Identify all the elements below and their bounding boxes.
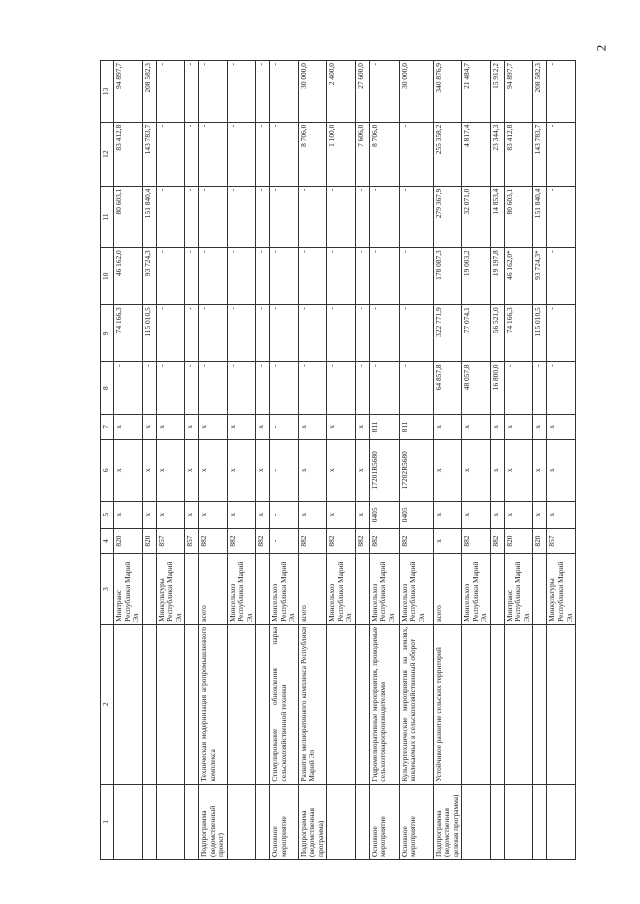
table-cell-4: 882 — [369, 529, 399, 554]
table-cell-8: - — [156, 362, 185, 415]
table-cell-1 — [327, 784, 356, 859]
table-cell-1: Подпрограмма (ведомственный проект) — [199, 784, 228, 859]
table-row — [462, 61, 491, 860]
table-cell-12: 1 100,0 — [327, 122, 356, 186]
table-cell-10: 46 162,0* — [504, 248, 533, 305]
table-row — [199, 61, 228, 860]
table-cell-11: - — [399, 186, 433, 248]
table-row — [369, 61, 399, 860]
table-cell-13: - — [270, 61, 299, 123]
table-cell-6: x — [114, 439, 143, 501]
table-cell-10: 178 087,3 — [433, 248, 462, 305]
table-cell-7: x — [533, 414, 547, 439]
table-cell-1: Подпрограмма (ведомственная программа) — [298, 784, 327, 859]
budget-table — [100, 60, 576, 860]
table-cell-1 — [256, 784, 270, 859]
table-row — [270, 61, 299, 860]
table-cell-8: 64 857,8 — [433, 362, 462, 415]
table-cell-1 — [547, 784, 576, 859]
table-cell-9: - — [355, 305, 369, 362]
table-cell-8: - — [270, 362, 299, 415]
table-cell-7: x — [504, 414, 533, 439]
table-cell-12: 143 783,7 — [142, 122, 156, 186]
table-cell-4: - — [270, 529, 299, 554]
table-cell-2 — [185, 624, 199, 784]
table-cell-1 — [114, 784, 143, 859]
table-cell-5: x — [433, 501, 462, 528]
table-cell-4: 820 — [114, 529, 143, 554]
header-cell: 3 — [101, 554, 114, 625]
table-cell-10: 19 197,8 — [490, 248, 504, 305]
table-cell-9: - — [327, 305, 356, 362]
table-cell-8: 16 800,0 — [490, 362, 504, 415]
table-row — [547, 61, 576, 860]
table-cell-12: 4 817,4 — [462, 122, 491, 186]
table-cell-3: Минсельхоз Республики Марий Эл — [462, 554, 491, 625]
table-cell-12: - — [185, 122, 199, 186]
table-cell-3 — [490, 554, 504, 625]
table-cell-3 — [256, 554, 270, 625]
table-cell-12: - — [270, 122, 299, 186]
table-cell-7: x — [355, 414, 369, 439]
table-cell-4: 882 — [327, 529, 356, 554]
table-cell-11: - — [256, 186, 270, 248]
table-cell-3: Минкультуры Республики Марий Эл — [547, 554, 576, 625]
table-cell-6: x — [185, 439, 199, 501]
table-cell-3: Минкультуры Республики Марий Эл — [156, 554, 185, 625]
table-cell-4: 857 — [547, 529, 576, 554]
table-cell-4: 820 — [504, 529, 533, 554]
table-cell-5: x — [114, 501, 143, 528]
table-cell-11: - — [156, 186, 185, 248]
table-cell-2: Техническая модернизация агропромышленного комплекса — [199, 624, 228, 784]
table-cell-11: - — [355, 186, 369, 248]
table-cell-4: 882 — [355, 529, 369, 554]
table-cell-8: - — [355, 362, 369, 415]
table-cell-1 — [490, 784, 504, 859]
table-cell-9: - — [156, 305, 185, 362]
table-cell-5: - — [270, 501, 299, 528]
table-cell-8: - — [547, 362, 576, 415]
table-cell-5: x — [504, 501, 533, 528]
table-cell-11: - — [298, 186, 327, 248]
table-cell-11: 32 071,0 — [462, 186, 491, 248]
table-cell-13: 21 484,7 — [462, 61, 491, 123]
table-cell-2 — [114, 624, 143, 784]
table-cell-13: 30 000,0 — [298, 61, 327, 123]
table-cell-5: x — [355, 501, 369, 528]
table-cell-9: - — [227, 305, 256, 362]
table-cell-5: x — [462, 501, 491, 528]
table-cell-8: - — [298, 362, 327, 415]
table-cell-4: 857 — [185, 529, 199, 554]
table-cell-6: x — [355, 439, 369, 501]
table-cell-6: x — [256, 439, 270, 501]
table-cell-5: x — [327, 501, 356, 528]
table-cell-9: - — [298, 305, 327, 362]
table-cell-6: x — [433, 439, 462, 501]
table-cell-11: - — [547, 186, 576, 248]
table-cell-6: x — [533, 439, 547, 501]
table-cell-1 — [462, 784, 491, 859]
table-cell-12: - — [156, 122, 185, 186]
table-cell-1: Основное мероприятие — [399, 784, 433, 859]
table-cell-10: - — [185, 248, 199, 305]
header-cell: 1 — [101, 784, 114, 859]
table-cell-7: x — [199, 414, 228, 439]
header-cell: 12 — [101, 122, 114, 186]
table-cell-4: 882 — [227, 529, 256, 554]
page-number: 2 — [593, 44, 609, 52]
table-cell-6: x — [504, 439, 533, 501]
table-cell-13: 94 897,7 — [114, 61, 143, 123]
table-cell-9: 74 166,3 — [504, 305, 533, 362]
table-cell-6: x — [199, 439, 228, 501]
table-cell-9: 74 166,3 — [114, 305, 143, 362]
table-cell-7: 811 — [399, 414, 433, 439]
table-cell-2 — [327, 624, 356, 784]
table-row — [433, 61, 462, 860]
table-cell-3: Минсельхоз Республики Марий Эл — [327, 554, 356, 625]
table-cell-3: Минтранс Республики Марий Эл — [114, 554, 143, 625]
table-cell-10: - — [399, 248, 433, 305]
table-cell-4: 882 — [462, 529, 491, 554]
table-cell-11: 80 603,1 — [114, 186, 143, 248]
table-cell-2: Развитие мелиоративного комплекса Республики Марий Эл — [298, 624, 327, 784]
table-cell-4: 882 — [399, 529, 433, 554]
table-cell-3 — [142, 554, 156, 625]
table-cell-9: - — [256, 305, 270, 362]
table-cell-5: x — [490, 501, 504, 528]
table-cell-1 — [142, 784, 156, 859]
table-cell-5: x — [298, 501, 327, 528]
table-cell-5: x — [199, 501, 228, 528]
table-row — [114, 61, 143, 860]
table-cell-6: 17201R5680 — [369, 439, 399, 501]
table-cell-13: - — [185, 61, 199, 123]
table-row — [142, 61, 156, 860]
table-cell-7: x — [156, 414, 185, 439]
table-cell-7: x — [256, 414, 270, 439]
table-cell-6: x — [462, 439, 491, 501]
table-cell-7: x — [142, 414, 156, 439]
table-cell-2 — [156, 624, 185, 784]
table-cell-12: 255 358,2 — [433, 122, 462, 186]
table-cell-11: 151 840,4 — [533, 186, 547, 248]
rotated-sheet — [100, 60, 574, 860]
table-row — [533, 61, 547, 860]
table-cell-11: 80 603,1 — [504, 186, 533, 248]
table-row — [504, 61, 533, 860]
table-cell-2: Устойчивое развитие сельских территорий — [433, 624, 462, 784]
table-cell-6: x — [156, 439, 185, 501]
table-cell-9: 77 074,1 — [462, 305, 491, 362]
table-cell-12: 8 706,0 — [369, 122, 399, 186]
table-cell-8: - — [327, 362, 356, 415]
table-cell-1 — [504, 784, 533, 859]
table-cell-5: 0405 — [369, 501, 399, 528]
table-cell-9: 56 521,0 — [490, 305, 504, 362]
table-cell-13: 94 897,7 — [504, 61, 533, 123]
table-cell-2 — [504, 624, 533, 784]
table-cell-8: - — [199, 362, 228, 415]
table-cell-3 — [355, 554, 369, 625]
header-cell: 5 — [101, 501, 114, 528]
table-cell-5: x — [533, 501, 547, 528]
table-cell-11: 279 367,9 — [433, 186, 462, 248]
table-cell-13: 15 912,2 — [490, 61, 504, 123]
table-cell-7: x — [327, 414, 356, 439]
table-cell-4: 882 — [490, 529, 504, 554]
table-cell-9: - — [369, 305, 399, 362]
table-cell-12: 23 344,3 — [490, 122, 504, 186]
table-cell-5: x — [547, 501, 576, 528]
table-cell-9: - — [270, 305, 299, 362]
table-cell-9: - — [399, 305, 433, 362]
table-cell-13: 208 582,3 — [533, 61, 547, 123]
table-cell-10: 93 724,3 — [142, 248, 156, 305]
table-row — [490, 61, 504, 860]
table-cell-2: Культуртехнические мероприятия на землях, вовлекаемых в сельскохозяйственный оборот — [399, 624, 433, 784]
table-cell-13: 208 582,3 — [142, 61, 156, 123]
table-cell-1 — [355, 784, 369, 859]
table-row — [399, 61, 433, 860]
table-cell-4: 882 — [199, 529, 228, 554]
header-cell: 9 — [101, 305, 114, 362]
header-cell: 6 — [101, 439, 114, 501]
table-cell-6: 17202R5680 — [399, 439, 433, 501]
table-cell-12: 8 706,0 — [298, 122, 327, 186]
table-header-row — [101, 61, 114, 860]
table-cell-12: 7 606,0 — [355, 122, 369, 186]
table-cell-10: - — [327, 248, 356, 305]
table-cell-9: 322 771,9 — [433, 305, 462, 362]
table-cell-13: 340 876,9 — [433, 61, 462, 123]
table-cell-2 — [490, 624, 504, 784]
table-cell-9: - — [199, 305, 228, 362]
table-cell-8: - — [142, 362, 156, 415]
table-cell-7: x — [433, 414, 462, 439]
table-cell-8: - — [185, 362, 199, 415]
table-cell-6: x — [490, 439, 504, 501]
table-cell-12: - — [399, 122, 433, 186]
table-cell-11: - — [369, 186, 399, 248]
table-cell-7: 811 — [369, 414, 399, 439]
table-cell-11: 151 840,4 — [142, 186, 156, 248]
table-cell-7: x — [547, 414, 576, 439]
table-row — [256, 61, 270, 860]
table-cell-5: x — [156, 501, 185, 528]
table-row — [327, 61, 356, 860]
table-cell-3: всего — [298, 554, 327, 625]
header-cell: 4 — [101, 529, 114, 554]
table-cell-3: всего — [433, 554, 462, 625]
table-cell-13: 30 000,0 — [399, 61, 433, 123]
table-cell-3 — [533, 554, 547, 625]
table-cell-7: - — [270, 414, 299, 439]
table-cell-1 — [185, 784, 199, 859]
table-cell-3: Минсельхоз Республики Марий Эл — [227, 554, 256, 625]
table-cell-1: Основное мероприятие — [270, 784, 299, 859]
table-cell-2 — [355, 624, 369, 784]
table-cell-10: - — [355, 248, 369, 305]
table-cell-13: - — [256, 61, 270, 123]
header-cell: 10 — [101, 248, 114, 305]
table-cell-3: всего — [199, 554, 228, 625]
table-row — [355, 61, 369, 860]
table-cell-12: - — [227, 122, 256, 186]
table-cell-11: 14 853,4 — [490, 186, 504, 248]
table-cell-6: x — [142, 439, 156, 501]
table-cell-13: 27 600,0 — [355, 61, 369, 123]
table-cell-13: - — [369, 61, 399, 123]
table-cell-8: - — [504, 362, 533, 415]
table-cell-9: - — [185, 305, 199, 362]
table-cell-11: - — [327, 186, 356, 248]
table-cell-10: - — [298, 248, 327, 305]
table-row — [156, 61, 185, 860]
table-cell-10: 93 724,3* — [533, 248, 547, 305]
table-cell-5: x — [227, 501, 256, 528]
table-cell-8: - — [256, 362, 270, 415]
table-cell-9: 115 010,5 — [142, 305, 156, 362]
header-cell: 11 — [101, 186, 114, 248]
table-cell-8: - — [369, 362, 399, 415]
table-cell-13: - — [547, 61, 576, 123]
table-cell-4: 820 — [142, 529, 156, 554]
header-cell: 7 — [101, 414, 114, 439]
table-cell-11: - — [270, 186, 299, 248]
table-cell-13: - — [199, 61, 228, 123]
table-cell-3 — [185, 554, 199, 625]
table-cell-10: - — [199, 248, 228, 305]
table-cell-5: x — [185, 501, 199, 528]
table-cell-3: Минтранс Республики Марий Эл — [504, 554, 533, 625]
table-cell-10: - — [256, 248, 270, 305]
table-body — [114, 61, 576, 860]
table-cell-13: - — [156, 61, 185, 123]
header-cell: 8 — [101, 362, 114, 415]
table-cell-1: Основное мероприятие — [369, 784, 399, 859]
table-cell-12: - — [256, 122, 270, 186]
table-row — [227, 61, 256, 860]
landscape-content — [100, 60, 574, 860]
table-cell-1 — [227, 784, 256, 859]
table-cell-10: - — [156, 248, 185, 305]
table-cell-11: - — [227, 186, 256, 248]
table-row — [185, 61, 199, 860]
table-cell-9: 115 010,5 — [533, 305, 547, 362]
table-cell-7: x — [114, 414, 143, 439]
table-cell-10: - — [270, 248, 299, 305]
table-cell-1: Подпрограмма (ведомственная целевая программа) — [433, 784, 462, 859]
table-cell-3: Минсельхоз Республики Марий Эл — [270, 554, 299, 625]
table-cell-6: x — [298, 439, 327, 501]
table-cell-4: x — [433, 529, 462, 554]
table-cell-7: x — [490, 414, 504, 439]
table-cell-2 — [533, 624, 547, 784]
table-cell-10: 46 162,0 — [114, 248, 143, 305]
table-cell-9: - — [547, 305, 576, 362]
table-cell-7: x — [298, 414, 327, 439]
table-cell-12: 83 412,8 — [114, 122, 143, 186]
table-cell-10: - — [227, 248, 256, 305]
table-cell-1 — [533, 784, 547, 859]
table-cell-12: 143 783,7 — [533, 122, 547, 186]
header-cell: 2 — [101, 624, 114, 784]
table-cell-2 — [256, 624, 270, 784]
table-cell-11: - — [185, 186, 199, 248]
table-cell-6: - — [270, 439, 299, 501]
table-cell-2: Гидромелиоративные мероприятия, проводимые сельхозтоваропроизводителями — [369, 624, 399, 784]
table-cell-4: 820 — [533, 529, 547, 554]
table-cell-7: x — [227, 414, 256, 439]
table-cell-12: - — [547, 122, 576, 186]
table-cell-5: 0405 — [399, 501, 433, 528]
table-cell-6: x — [227, 439, 256, 501]
table-cell-8: - — [114, 362, 143, 415]
table-cell-12: 83 412,8 — [504, 122, 533, 186]
table-cell-3: Минсельхоз Республики Марий Эл — [399, 554, 433, 625]
table-cell-1 — [156, 784, 185, 859]
table-cell-12: - — [199, 122, 228, 186]
table-cell-13: - — [227, 61, 256, 123]
table-cell-10: - — [547, 248, 576, 305]
table-cell-5: x — [256, 501, 270, 528]
header-cell: 13 — [101, 61, 114, 123]
table-cell-4: 857 — [156, 529, 185, 554]
table-cell-8: - — [399, 362, 433, 415]
table-cell-8: - — [533, 362, 547, 415]
table-cell-8: - — [227, 362, 256, 415]
table-cell-3: Минсельхоз Республики Марий Эл — [369, 554, 399, 625]
table-cell-2: Стимулирование обновления парка сельскохозяйственной техники — [270, 624, 299, 784]
table-cell-13: 2 400,0 — [327, 61, 356, 123]
table-cell-2 — [547, 624, 576, 784]
table-cell-10: - — [369, 248, 399, 305]
table-cell-8: 48 057,8 — [462, 362, 491, 415]
table-cell-6: x — [327, 439, 356, 501]
table-cell-11: - — [199, 186, 228, 248]
table-cell-4: 882 — [256, 529, 270, 554]
table-row — [298, 61, 327, 860]
table-cell-7: x — [462, 414, 491, 439]
table-cell-2 — [142, 624, 156, 784]
table-cell-10: 19 003,2 — [462, 248, 491, 305]
table-cell-4: 882 — [298, 529, 327, 554]
table-cell-7: x — [185, 414, 199, 439]
table-cell-6: x — [547, 439, 576, 501]
table-cell-2 — [462, 624, 491, 784]
table-cell-5: x — [142, 501, 156, 528]
table-cell-2 — [227, 624, 256, 784]
